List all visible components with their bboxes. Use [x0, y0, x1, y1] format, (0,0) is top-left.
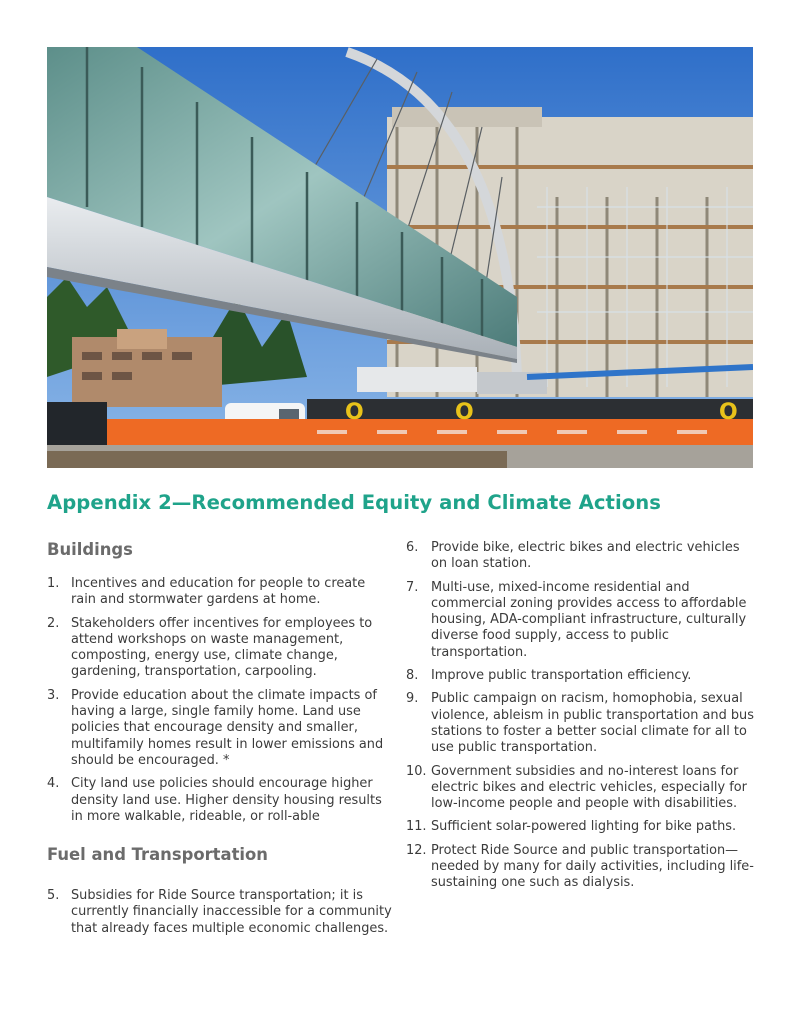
item-text: Improve public transportation efficiency.: [431, 668, 692, 684]
list-item: [406, 540, 756, 573]
item-text: Government subsidies and no-interest loans for electric bikes and electric vehicles, especially for low-income people and people with disabilities.: [431, 763, 747, 812]
list-item: [406, 580, 756, 661]
item-number: 6.: [406, 540, 419, 555]
item-number: 10.: [406, 763, 427, 779]
list-item: [47, 616, 393, 681]
item-number: 4.: [47, 776, 60, 792]
item-text: Stakeholders offer incentives for employees to attend workshops on waste management, composting, energy use, climate change, gardening, transportation, carpooling.: [71, 615, 373, 680]
list-item: [47, 576, 393, 609]
list-item: [47, 888, 393, 937]
list-item: [47, 776, 393, 825]
item-text: Public campaign on racism, homophobia, sexual violence, ableism in public transportation and bus stations to foster a better social climate for all to use public transportation.: [431, 691, 754, 756]
section-title-buildings: Buildings: [47, 540, 133, 559]
item-text: Provide education about the climate impacts of having a large, single family home. Land use policies that encourage density and smaller, multifamily homes result in lower emissions and should be encouraged. *: [71, 687, 384, 768]
item-number: 11.: [406, 819, 427, 835]
item-text: Provide bike, electric bikes and electric vehicles on loan station.: [431, 540, 740, 572]
page-heading: Appendix 2—Recommended Equity and Climate Actions: [47, 491, 661, 514]
item-text: Subsidies for Ride Source transportation; it is currently financially inaccessible for a community that already faces multiple economic challenges.: [71, 888, 392, 936]
item-number: 5.: [47, 888, 60, 904]
oregon-o-logo: O: [455, 400, 474, 425]
item-number: 7.: [406, 579, 419, 595]
item-text: Incentives and education for people to create rain and stormwater gardens at home.: [71, 576, 366, 608]
fuel-list-left: [47, 888, 393, 937]
cover-photo: [47, 47, 753, 468]
item-number: 3.: [47, 687, 60, 703]
item-number: 1.: [47, 576, 60, 591]
buildings-list: [47, 576, 393, 825]
item-number: 2.: [47, 615, 60, 631]
fuel-list-right: [406, 540, 756, 892]
list-item: [406, 691, 756, 756]
left-column: [47, 540, 393, 944]
item-text: Protect Ride Source and public transportation—needed by many for daily activities, including life-sustaining one such as dialysis.: [431, 842, 754, 891]
oregon-o-logo: O: [345, 400, 364, 425]
skybridge-photo-illustration: [47, 47, 753, 468]
oregon-o-logo: O: [719, 400, 738, 425]
item-text: Multi-use, mixed-income residential and commercial zoning provides access to affordable housing, ADA-compliant infrastructure, culturally diverse food supply, access to public transportation.: [431, 579, 747, 660]
list-item: [406, 668, 756, 684]
list-item: [406, 819, 756, 835]
list-item: [406, 764, 756, 813]
item-number: 9.: [406, 691, 419, 707]
item-text: City land use policies should encourage higher density land use. Higher density housing results in more walkable, rideable, or roll-able: [71, 776, 382, 824]
right-column: [406, 540, 756, 899]
item-number: 12.: [406, 842, 427, 858]
section-title-fuel-and-transportation: Fuel and Transportation: [47, 845, 268, 865]
list-item: [47, 688, 393, 769]
list-item: [406, 843, 756, 892]
item-text: Sufficient solar-powered lighting for bike paths.: [431, 819, 737, 835]
item-number: 8.: [406, 668, 419, 684]
